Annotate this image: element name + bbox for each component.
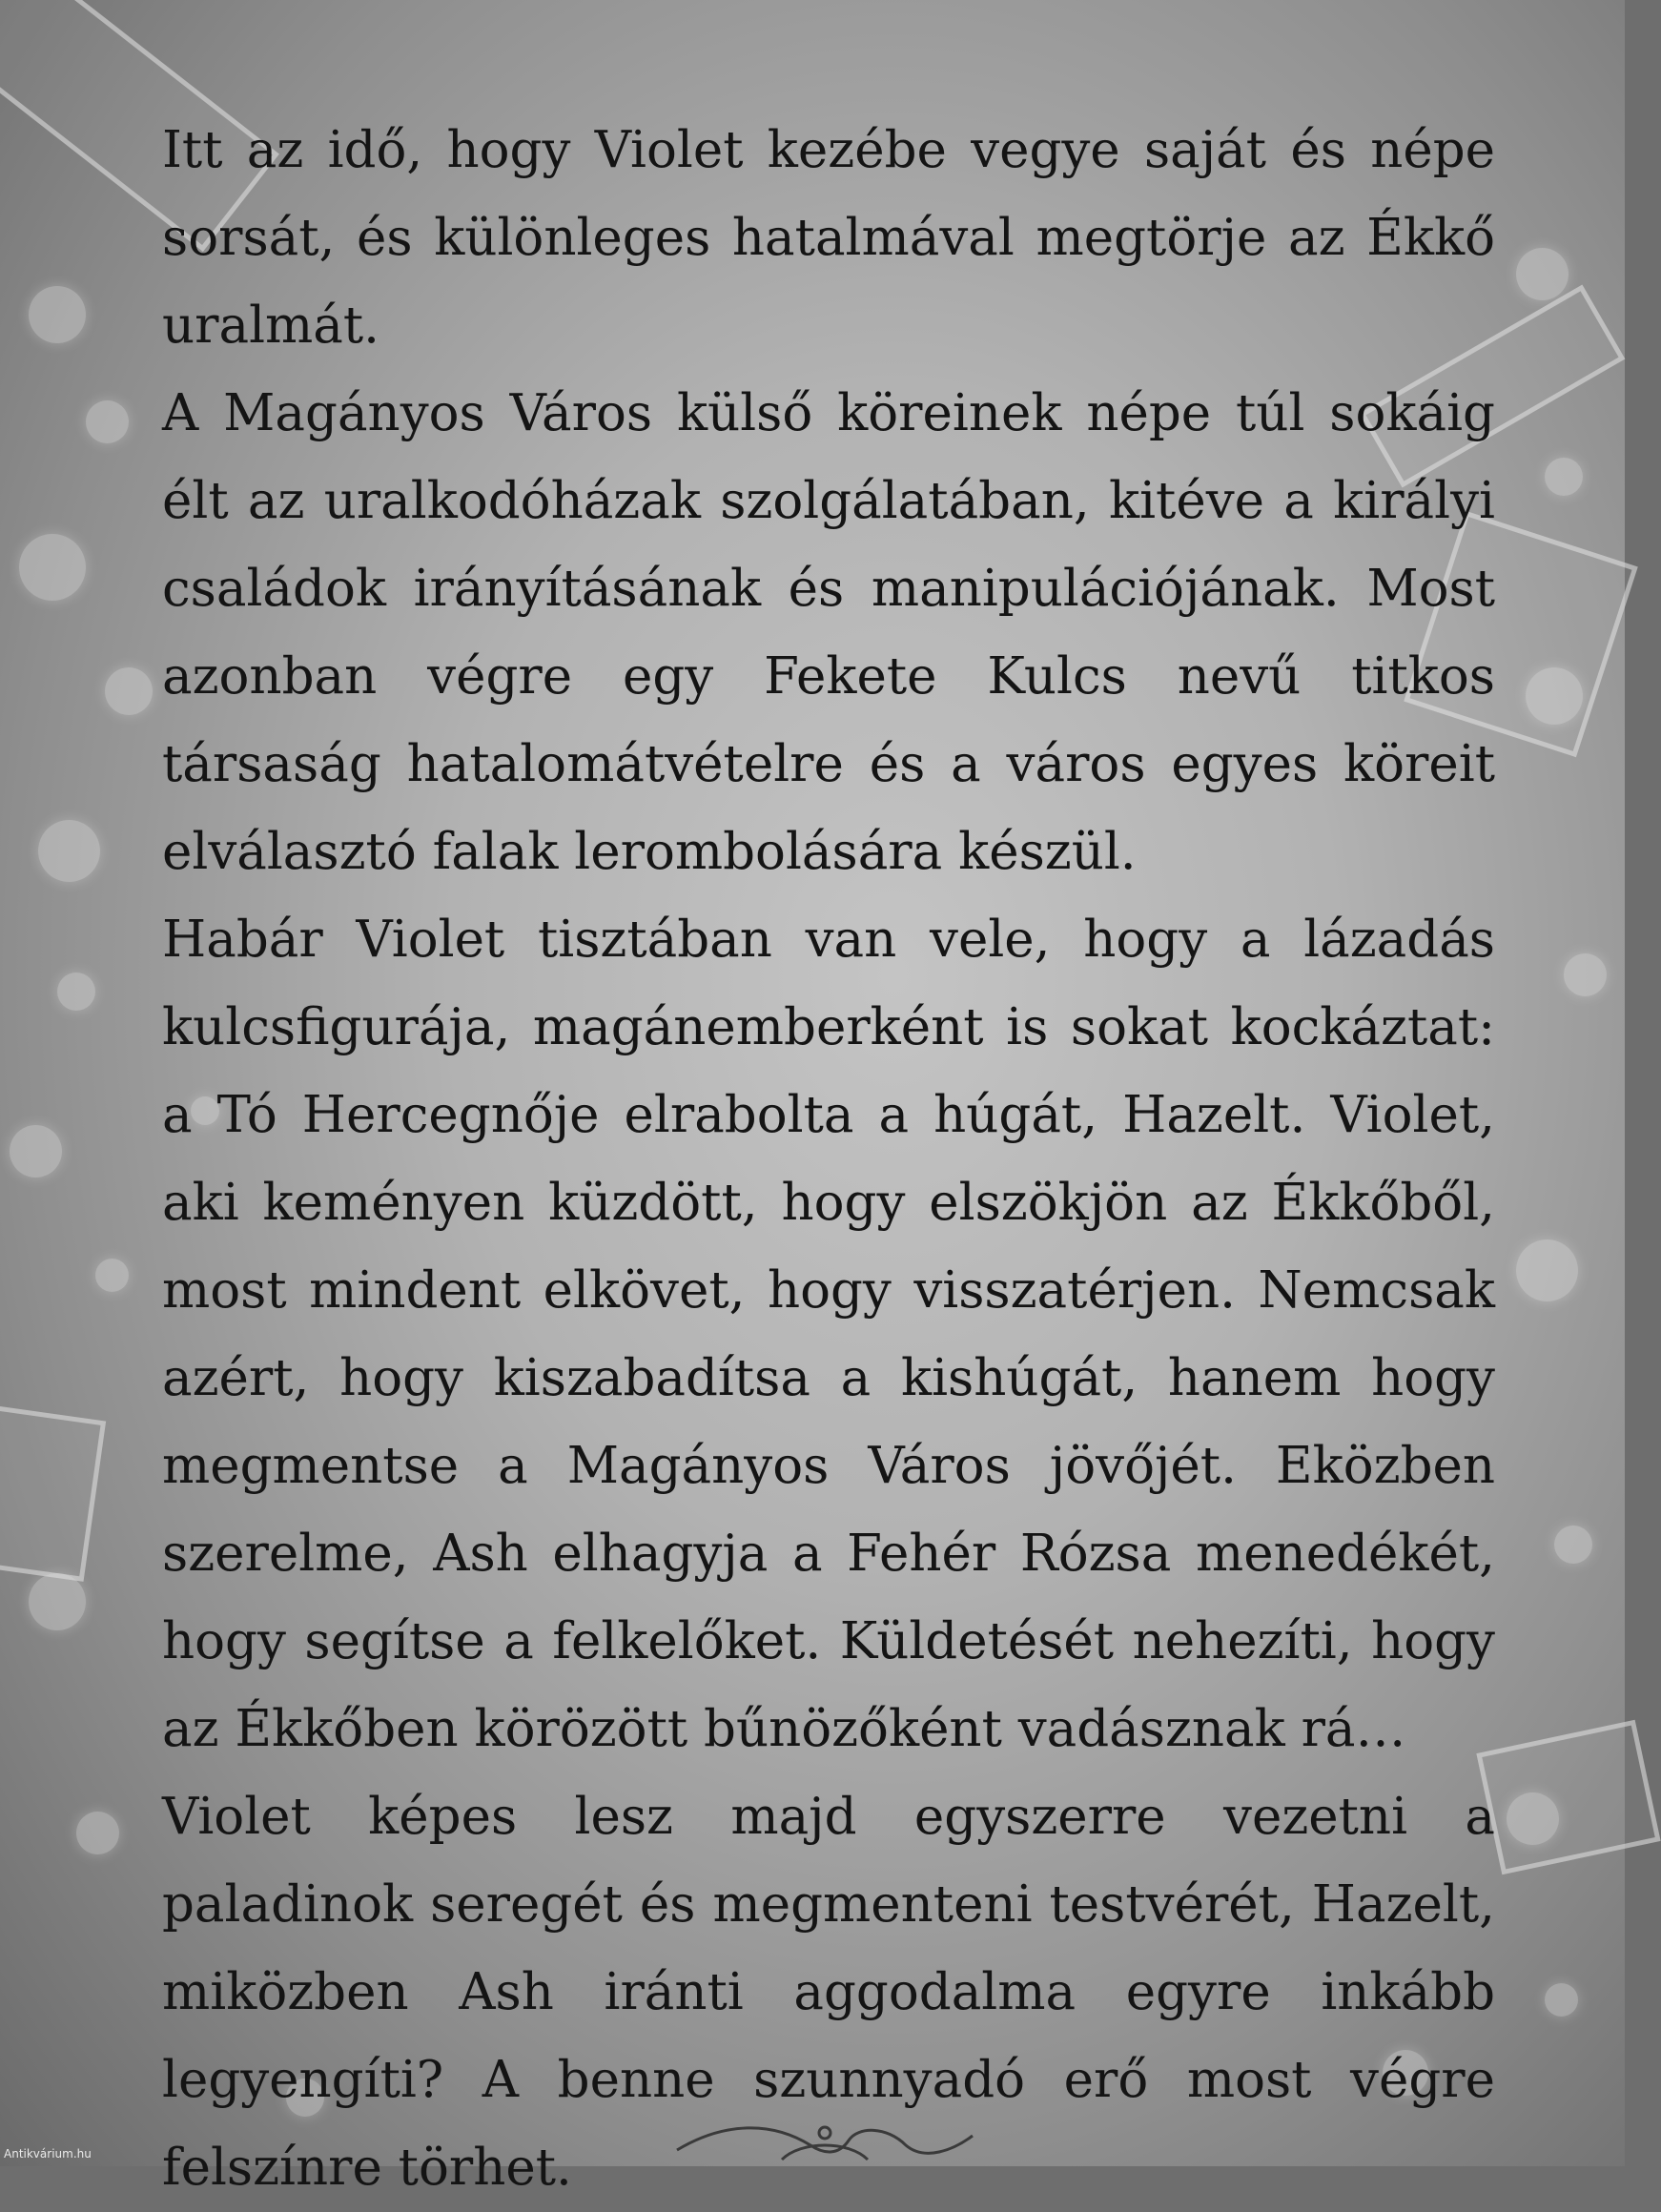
blurb-paragraph: Itt az idő, hogy Violet kezébe vegye saját és népe sorsát, és különleges hatalmával megtörje az Ékkő uralmát. (162, 121, 1495, 355)
blurb-paragraph: Violet képes lesz majd egyszerre vezetni a paladinok seregét és megmenteni testvérét, Hazelt, miközben Ash iránti aggodalma egyre inkább legyengíti? A benne szunnyadó erő most végre felszínre törhet. (162, 1788, 1495, 2197)
blurb-text (162, 107, 1495, 2212)
flourish-ornament (667, 2112, 982, 2166)
blurb-paragraph: A Magányos Város külső köreinek népe túl sokáig élt az uralkodóházak szolgálatában, kitéve a királyi családok irányításának és manipulációjának. Most azonban végre egy Fekete Kulcs nevű titkos társaság hatalomátvételre és a város egyes köreit elválasztó falak lerombolására készül. (162, 384, 1495, 881)
blurb-paragraph: Habár Violet tisztában van vele, hogy a lázadás kulcsfigurája, magánemberként is sokat kockáztat: a Tó Hercegnője elrabolta a húgát, Hazelt. Violet, aki keményen küzdött, hogy elszökjön az Ékkőből, most mindent elkövet, hogy visszatérjen. Nemcsak azért, hogy kiszabadítsa a kishúgát, hanem hogy megmentse a Magányos Város jövőjét. Eközben szerelme, Ash elhagyja a Fehér Rózsa menedékét, hogy segítse a felkelőket. Küldetését nehezíti, hogy az Ékkőben körözött bűnözőként vadásznak rá… (162, 911, 1495, 1758)
watermark: Antikvárium.hu (4, 2147, 92, 2161)
